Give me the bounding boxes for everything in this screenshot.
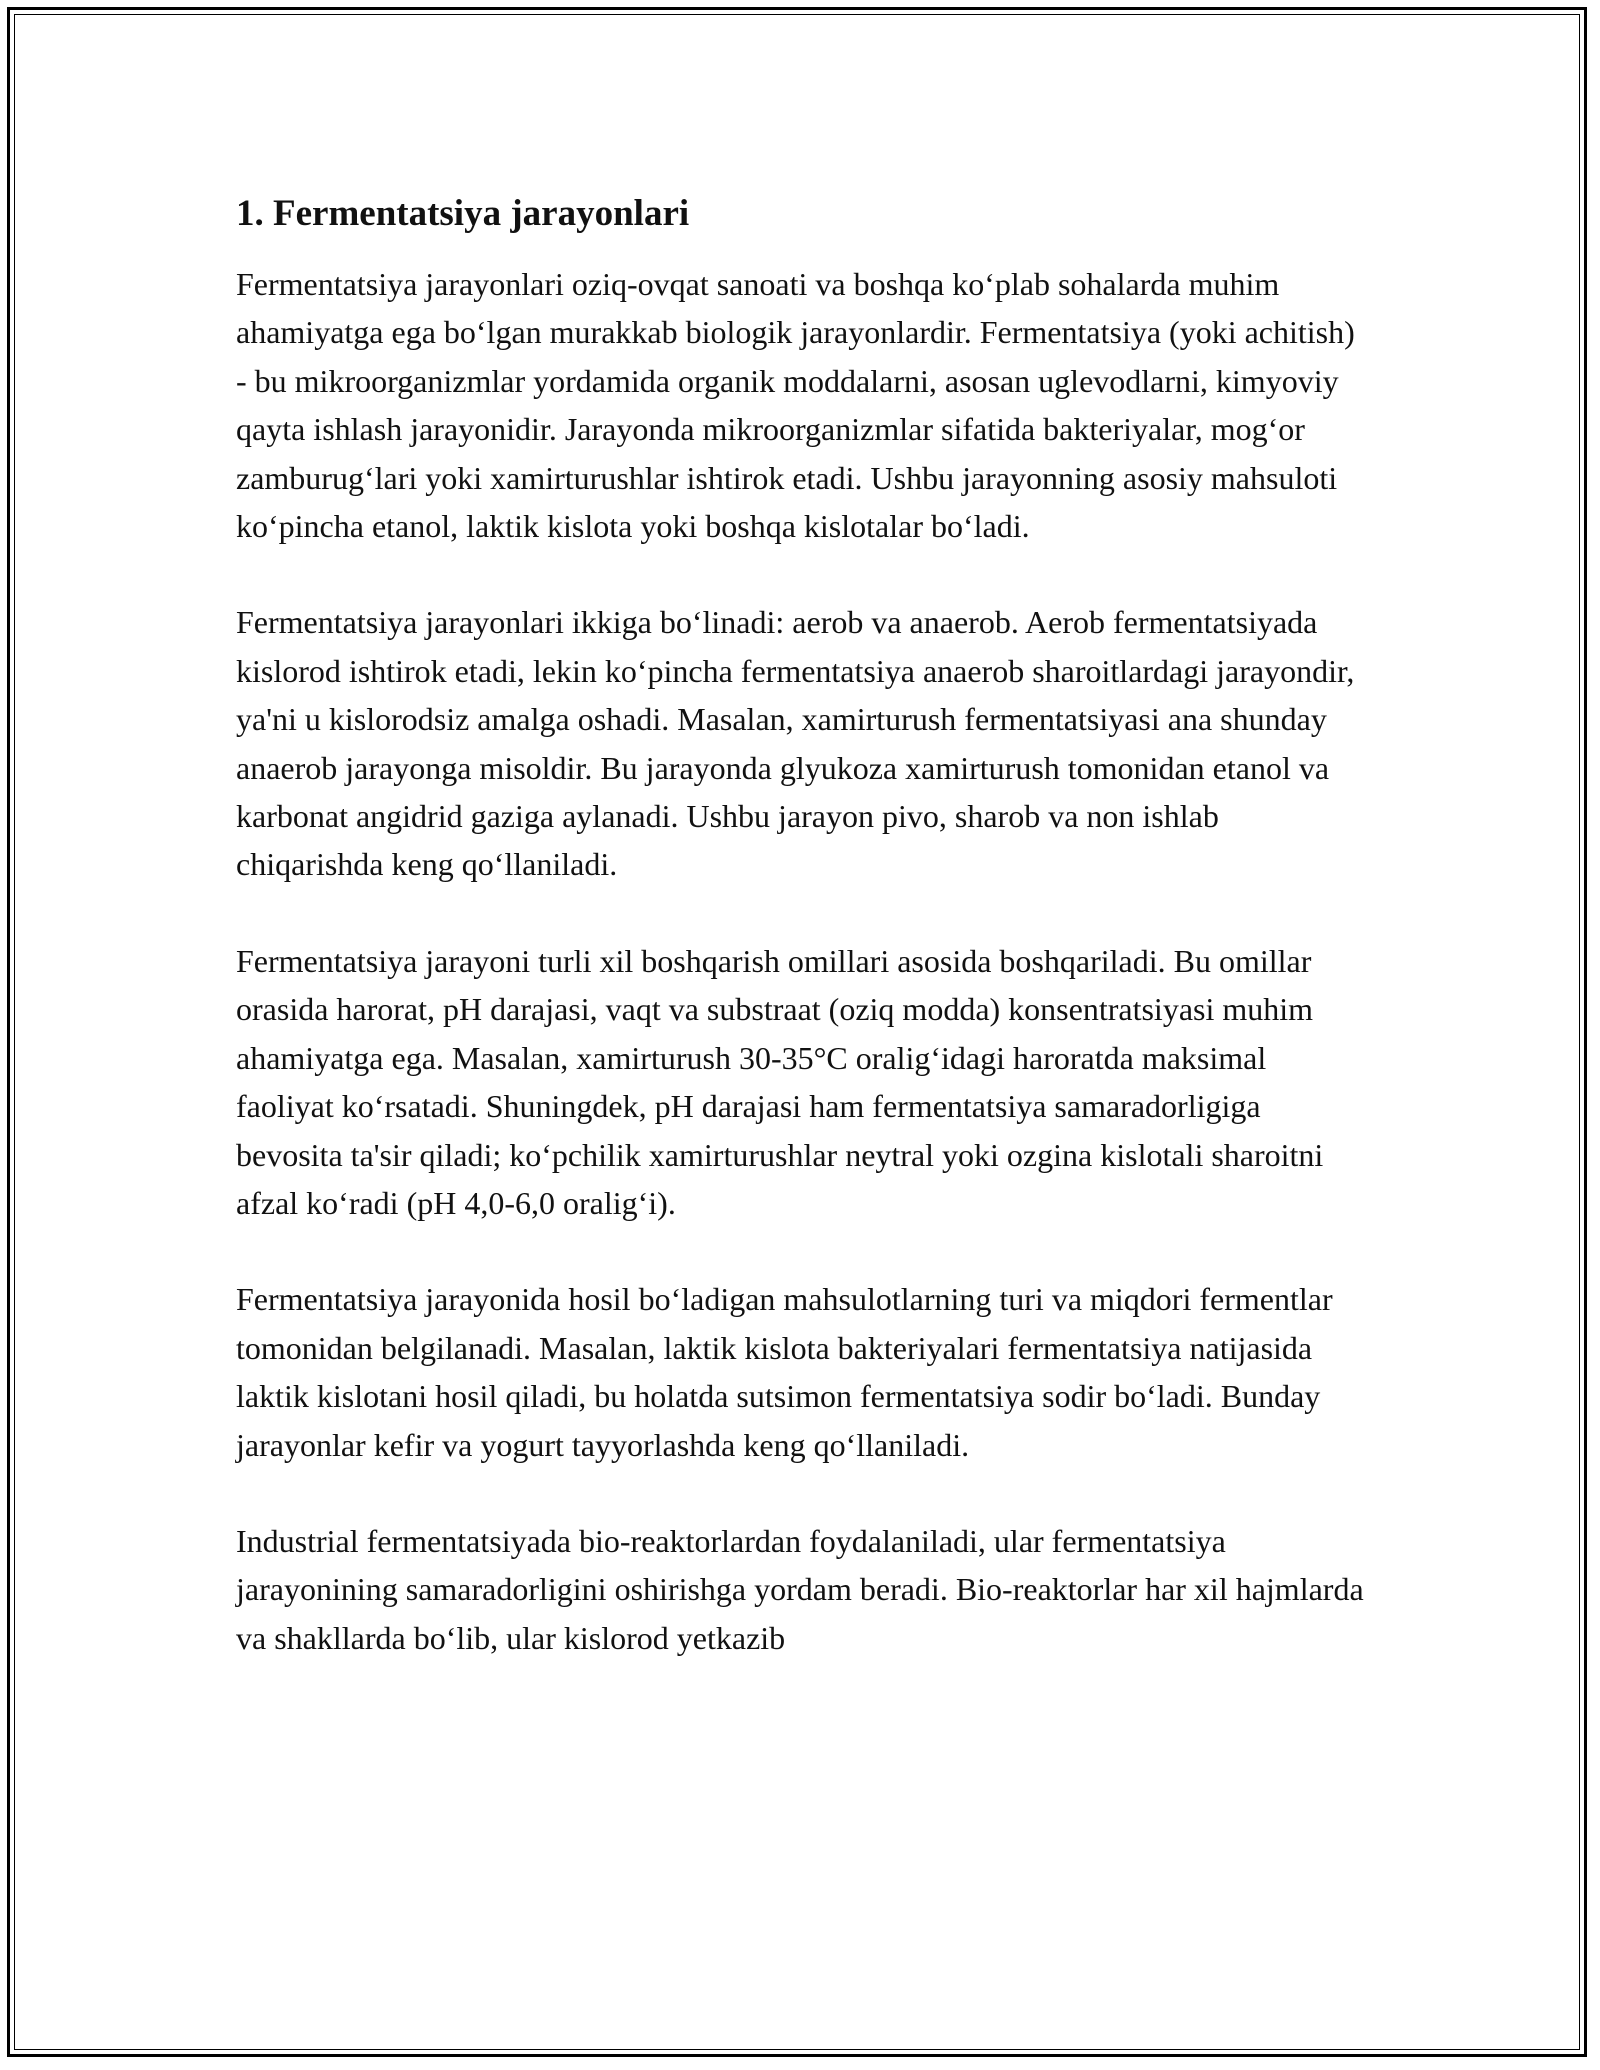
paragraph-2: Fermentatsiya jarayonlari ikkiga boʻlinadi: aerob va anaerob. Aerob fermentatsiyada kislorod ishtirok etadi, lekin koʻpincha fermentatsiya anaerob sharoitlardagi jarayondir, ya'ni u kislorodsiz amalga oshadi. Masalan, xamirturush fermentatsiyasi ana shunday anaerob jarayonga misoldir. Bu jarayonda glyukoza xamirturush tomonidan etanol va karbonat angidrid gaziga aylanadi. Ushbu jarayon pivo, sharob va non ishlab chiqarishda keng qoʻllaniladi. — [236, 604, 1355, 883]
paragraph-4: Fermentatsiya jarayonida hosil boʻladigan mahsulotlarning turi va miqdori fermentlar tomonidan belgilanadi. Masalan, laktik kislota bakteriyalari fermentatsiya natijasida laktik kislotani hosil qiladi, bu holatda sutsimon fermentatsiya sodir boʻladi. Bunday jarayonlar kefir va yogurt tayyorlashda keng qoʻllaniladi. — [236, 1281, 1333, 1463]
paragraph-1: Fermentatsiya jarayonlari oziq-ovqat sanoati va boshqa koʻplab sohalarda muhim ahamiyatga ega boʻlgan murakkab biologik jarayonlardir. Fermentatsiya (yoki achitish) - bu mikroorganizmlar yordamida organik moddalarni, asosan uglevodlarni, kimyoviy qayta ishlash jarayonidir. Jarayonda mikroorganizmlar sifatida bakteriyalar, mogʻor zamburugʻlari yoki xamirturushlar ishtirok etadi. Ushbu jarayonning asosiy mahsuloti koʻpincha etanol, laktik kislota yoki boshqa kislotalar boʻladi. — [236, 266, 1355, 545]
paragraph-5: Industrial fermentatsiyada bio-reaktorlardan foydalaniladi, ular fermentatsiya jarayonining samaradorligini oshirishga yordam beradi. Bio-reaktorlar har xil hajmlarda va shakllarda boʻlib, ular kislorod yetkazib — [236, 1522, 1364, 1656]
section-heading: 1. Fermentatsiya jarayonlari — [236, 193, 690, 234]
document-body — [236, 186, 1366, 1662]
paragraph-3: Fermentatsiya jarayoni turli xil boshqarish omillari asosida boshqariladi. Bu omillar orasida harorat, pH darajasi, vaqt va substraat (oziq modda) konsentratsiyasi muhim ahamiyatga ega. Masalan, xamirturush 30-35°C oraligʻidagi haroratda maksimal faoliyat koʻrsatadi. Shuningdek, pH darajasi ham fermentatsiya samaradorligiga bevosita ta'sir qiladi; koʻpchilik xamirturushlar neytral yoki ozgina kislotali sharoitni afzal koʻradi (pH 4,0-6,0 oraligʻi). — [236, 942, 1324, 1221]
